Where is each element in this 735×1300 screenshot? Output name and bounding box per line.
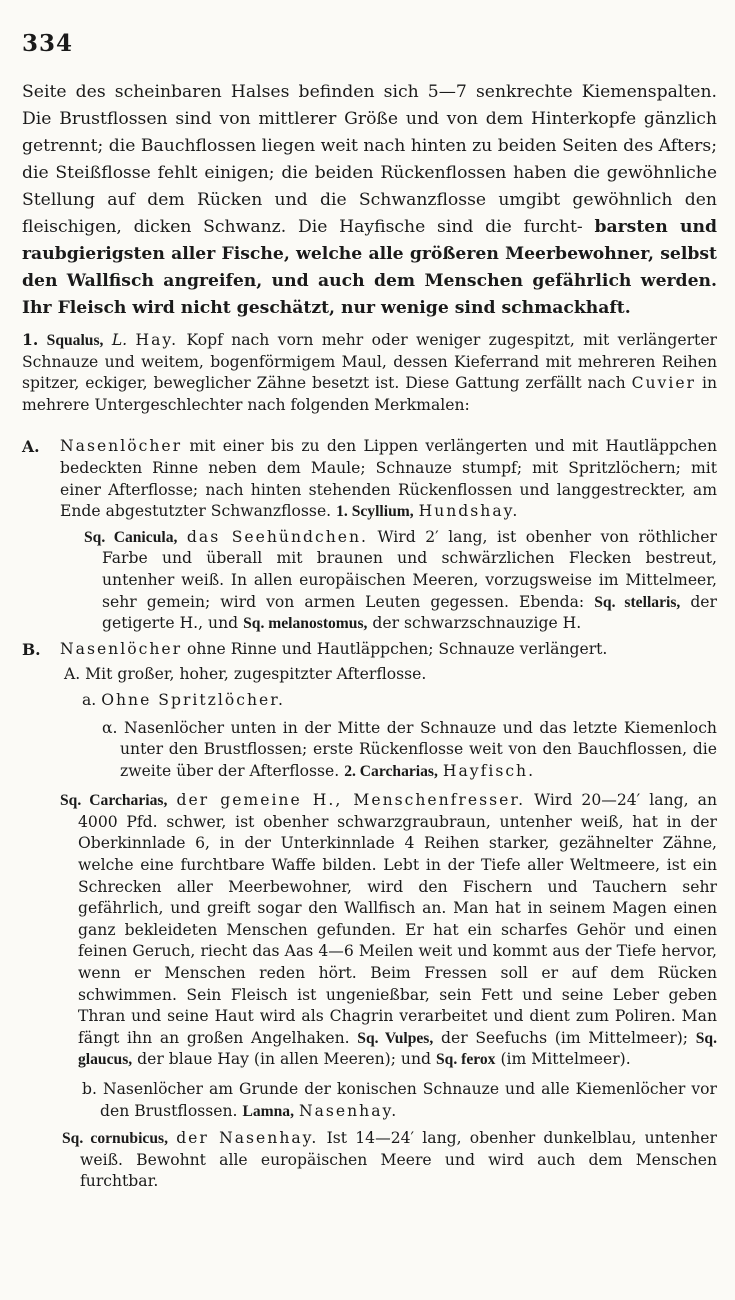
section-a-term: Nasenlöcher — [60, 437, 183, 456]
genus-scyllium-german: Hundshay. — [418, 502, 520, 521]
page-number: 334 — [22, 30, 74, 57]
subsection-alpha — [102, 718, 717, 783]
species-text: der schwarzschnauzige H. — [372, 614, 582, 633]
genus-name: Squalus, — [46, 332, 104, 349]
author-cuvier: Cuvier — [631, 374, 697, 393]
genus-number: 1. — [22, 330, 39, 349]
genus-lamna: Lamna, — [242, 1102, 294, 1120]
subsection-a-text: Ohne Spritzlöcher. — [101, 690, 285, 709]
genus-lamna-german: Nasenhay. — [298, 1101, 399, 1120]
species-carcharias — [60, 790, 717, 1071]
species-name: Sq. Canicula, — [84, 528, 178, 546]
species-german: das Seehündchen. — [186, 527, 368, 546]
subsection-alpha-text: Nasenlöcher unten in der Mitte der Schnauze und das letzte Kiemenloch unter den Brustflossen; erste Rückenflosse weit von den Bauchflossen, die zweite über der Afterflosse. — [120, 718, 717, 780]
intro-text: Seite des scheinbaren Halses befinden sich 5—7 senkrechte Kiemenspalten. Die Brustflossen sind von mittlerer Größe und von dem Hinterkopfe gänzlich getrennt; die Bauchflossen liegen weit nach hinten zu beiden Seiten des Afters; die Steißflosse fehlt einigen; die beiden Rückenflossen haben die gewöhnliche Stellung auf dem Rücken und die Schwanzflosse umgibt gewöhnlich den fleischigen, dicken Schwanz. Die Hayfische sind die furcht- — [22, 82, 717, 237]
species-text: der blaue Hay (in allen Meeren); und — [137, 1050, 432, 1069]
species-stellaris: Sq. stellaris, — [594, 593, 681, 611]
species-text: (im Mittelmeer). — [500, 1050, 631, 1069]
species-description: Ist 14—24′ lang, obenher dunkelblau, untenher weiß. Bewohnt alle europäischen Meere und wird auch dem Menschen furchtbar. — [80, 1129, 717, 1191]
genus-carcharias: 2. Carcharias, — [344, 762, 438, 780]
subsection-b — [82, 1079, 717, 1122]
subsection-b-label: b. — [82, 1080, 97, 1098]
section-a-text — [60, 436, 717, 522]
section-b-text — [60, 639, 717, 661]
species-ferox: Sq. ferox — [435, 1051, 496, 1069]
species-glaucus: Sq. glaucus, — [78, 1029, 717, 1069]
species-vulpes: Sq. Vulpes, — [357, 1029, 434, 1047]
genus-description-2: in mehrere Untergeschlechter nach folgenden Merkmalen: — [22, 374, 717, 414]
subsection-b-text: Nasenlöcher am Grunde der konischen Schnauze und alle Kiemenlöcher vor den Brustflossen. — [100, 1080, 717, 1120]
genus-author: L. — [111, 331, 128, 349]
genus-german: Hay. — [135, 331, 179, 349]
species-canicula — [84, 527, 717, 635]
species-description: Wird 20—24′ lang, an 4000 Pfd. schwer, ist obenher schwarzgraubraun, untenher weiß, hat in der Oberkinnlade 6, in der Unterkinnlade 4 Reihen starker, gezähnelter Zähne, welche eine furchtbare Waffe bilden. Lebt in der Tiefe aller Weltmeere, ist ein Schrecken aller Meerbewohner, wird den Fischern und Tauchern sehr gefährlich, und greift sogar den Wallfisch an. Man hat in seinem Magen einen ganz bekleideten Menschen gefunden. Er hat ein scharfes Gehör und einen feinen Geruch, riecht das Aas 4—6 Meilen weit und kommt aus der Tiefe hervor, wenn er Menschen reden hört. Beim Fressen soll er auf dem Rücken schwimmen. Sein Fleisch ist ungenießbar, sein Fett und seine Leber geben Thran und seine Haut wird als Chagrin verarbeitet und dient zum Poliren. Man fängt ihn an großen Angelhaken. — [78, 791, 717, 1047]
species-melanostomus: Sq. melanostomus, — [243, 615, 368, 633]
section-a-description: mit einer bis zu den Lippen verlängerten und mit Hautläppchen bedeckten Rinne neben dem Maule; Schnauze stumpf; mit Spritzlöchern; mit einer Afterflosse; nach hinten stehenden Rückenflossen und langgestreckter, am Ende abgestutzter Schwanzflosse. — [60, 437, 717, 521]
genus-squalus — [22, 329, 717, 416]
subsection-alpha-label: α. — [102, 718, 118, 737]
intro-paragraph — [22, 79, 717, 322]
species-text: der getigerte H., und — [102, 592, 717, 633]
subsection-A: A. Mit großer, hoher, zugespitzter Afterflosse. — [64, 665, 427, 684]
species-cornubicus — [62, 1128, 717, 1193]
subsection-a — [82, 690, 717, 712]
intro-text-bold: barsten und raubgierigsten aller Fische, welche alle größeren Meerbewohner, selbst den Wallfisch angreifen, und auch dem Menschen gefährlich werden. Ihr Fleisch wird nicht geschätzt, nur wenige sind schmackhaft. — [22, 217, 717, 318]
species-description: Wird 2′ lang, ist obenher von röthlicher Farbe und überall mit braunen und schwärzlichen Flecken bestreut, untenher weiß. In allen europäischen Meeren, vorzugsweise im Mittelmeer, sehr gemein; wird von armen Leuten gegessen. Ebenda: — [102, 527, 717, 611]
section-a — [22, 436, 717, 522]
subsection-a-label: a. — [82, 690, 97, 709]
section-a-label: A. — [22, 437, 40, 457]
section-b-description: ohne Rinne und Hautläppchen; Schnauze verlängert. — [187, 639, 608, 658]
section-b-label: B. — [22, 639, 41, 659]
section-b-term: Nasenlöcher — [60, 639, 183, 658]
genus-description: Kopf nach vorn mehr oder weniger zugespitzt, mit verlängerter Schnauze und weitem, bogenförmigem Maul, dessen Kieferrand mit mehreren Reihen spitzer, eckiger, beweglicher Zähne besetzt ist. Diese Gattung zerfällt nach — [22, 331, 718, 393]
species-german: der Nasenhay. — [176, 1129, 319, 1148]
species-text: der Seefuchs (im Mittelmeer); — [440, 1028, 689, 1047]
species-german: der gemeine H., Menschenfresser. — [176, 791, 526, 810]
genus-scyllium: 1. Scyllium, — [336, 503, 414, 521]
genus-carcharias-german: Hayfisch. — [442, 761, 536, 780]
species-name: Sq. cornubicus, — [62, 1130, 168, 1148]
species-name: Sq. Carcharias, — [60, 792, 168, 810]
section-b — [22, 639, 717, 661]
